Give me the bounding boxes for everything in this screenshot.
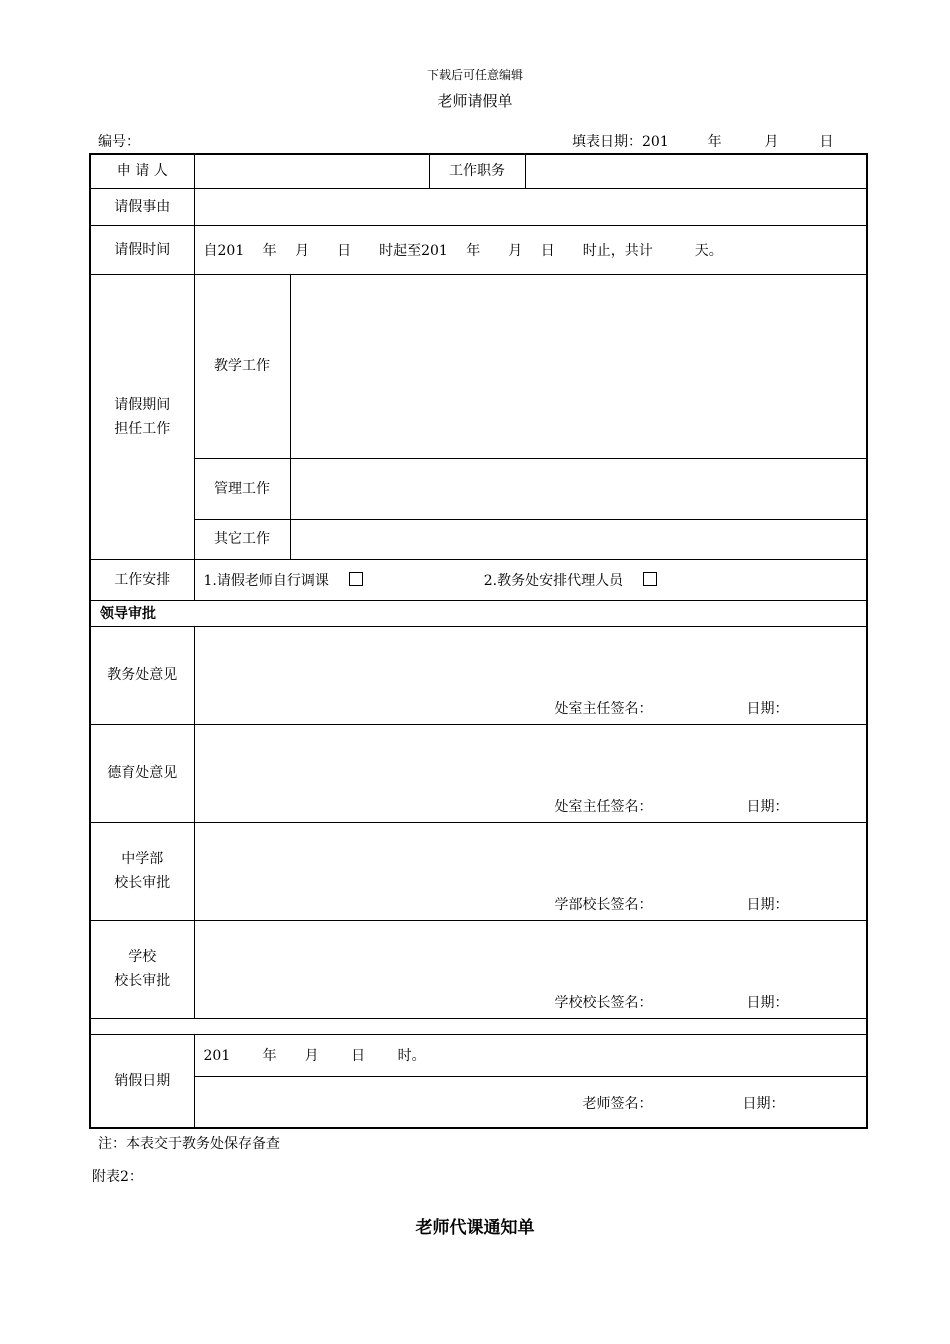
cancel-leave-label: 销假日期 [90, 1034, 194, 1128]
duty-label-line1: 请假期间 [114, 396, 171, 413]
approval-date-label: 日期： [746, 896, 789, 913]
option-office-arrange-checkbox[interactable] [643, 572, 657, 586]
management-work-label: 管理工作 [194, 458, 290, 519]
substitute-notice-title: 老师代课通知单 [415, 1218, 535, 1238]
fill-date [572, 131, 833, 151]
leave-request-form [89, 153, 868, 1129]
position-field[interactable] [525, 154, 867, 188]
footnote: 注：本表交于教务处保存备查 [98, 1136, 280, 1152]
watermark-text: 下载后可任意编辑 [426, 68, 523, 82]
fill-date-month: 月 [764, 134, 779, 150]
approval-label-middle-school [90, 822, 194, 920]
approval-field-school[interactable] [194, 920, 867, 1018]
approval-field-moral[interactable] [194, 724, 867, 822]
applicant-field[interactable] [194, 154, 429, 188]
reason-label: 请假事由 [90, 188, 194, 225]
approval-field-middle-school[interactable] [194, 822, 867, 920]
approval-label-line1: 德育处意见 [107, 765, 178, 781]
duty-label [90, 274, 194, 559]
other-work-field[interactable] [290, 519, 867, 559]
teaching-work-field[interactable] [290, 274, 867, 458]
approval-label-moral [90, 724, 194, 822]
approval-sign-label: 处室主任签名： [554, 798, 653, 815]
arrangement-options [194, 559, 867, 600]
fill-date-year: 年 [707, 134, 722, 150]
arrangement-label: 工作安排 [90, 559, 194, 600]
approval-label-line1: 学校 [128, 949, 157, 965]
approval-label-school [90, 920, 194, 1018]
fill-date-day: 日 [819, 134, 834, 150]
approval-label-line2: 校长审批 [114, 973, 171, 989]
applicant-label: 申 请 人 [90, 154, 194, 188]
reason-field[interactable] [194, 188, 867, 225]
cancel-leave-date-text[interactable]: 201 年 月 日 时。 [194, 1034, 867, 1076]
teaching-work-label: 教学工作 [194, 274, 290, 458]
spacer-row [90, 1018, 867, 1034]
option-self-arrange-checkbox[interactable] [349, 572, 363, 586]
approval-sign-label: 学部校长签名： [554, 896, 653, 913]
approval-label-line1: 教务处意见 [107, 667, 178, 683]
leave-time-label: 请假时间 [90, 225, 194, 274]
approval-date-label: 日期： [746, 994, 789, 1011]
teacher-sign-label: 老师签名： [582, 1095, 653, 1112]
approval-date-label: 日期： [746, 798, 789, 815]
cancel-date-label: 日期： [742, 1095, 785, 1112]
approval-date-label: 日期： [746, 700, 789, 717]
approval-label-academic [90, 626, 194, 724]
document-title: 老师请假单 [437, 92, 513, 110]
appendix-label: 附表2： [92, 1169, 143, 1185]
duty-label-line2: 担任工作 [114, 420, 171, 437]
approval-field-academic[interactable] [194, 626, 867, 724]
cancel-leave-sign-field[interactable] [194, 1076, 867, 1128]
approval-label-line2: 校长审批 [114, 875, 171, 891]
fill-date-label: 填表日期：201 [572, 134, 669, 150]
position-label: 工作职务 [429, 154, 525, 188]
leadership-approval-header: 领导审批 [90, 600, 867, 626]
management-work-field[interactable] [290, 458, 867, 519]
approval-label-line1: 中学部 [121, 851, 164, 867]
approval-sign-label: 学校校长签名： [554, 994, 653, 1011]
serial-number-label: 编号： [98, 134, 140, 150]
other-work-label: 其它工作 [194, 519, 290, 559]
approval-sign-label: 处室主任签名： [554, 700, 653, 717]
option-self-arrange: 1.请假老师自行调课 [203, 572, 329, 589]
leave-time-text[interactable]: 自201 年 月 日 时起至201 年 月 日 时止，共计 天。 [194, 225, 867, 274]
option-office-arrange: 2.教务处安排代理人员 [483, 572, 624, 589]
